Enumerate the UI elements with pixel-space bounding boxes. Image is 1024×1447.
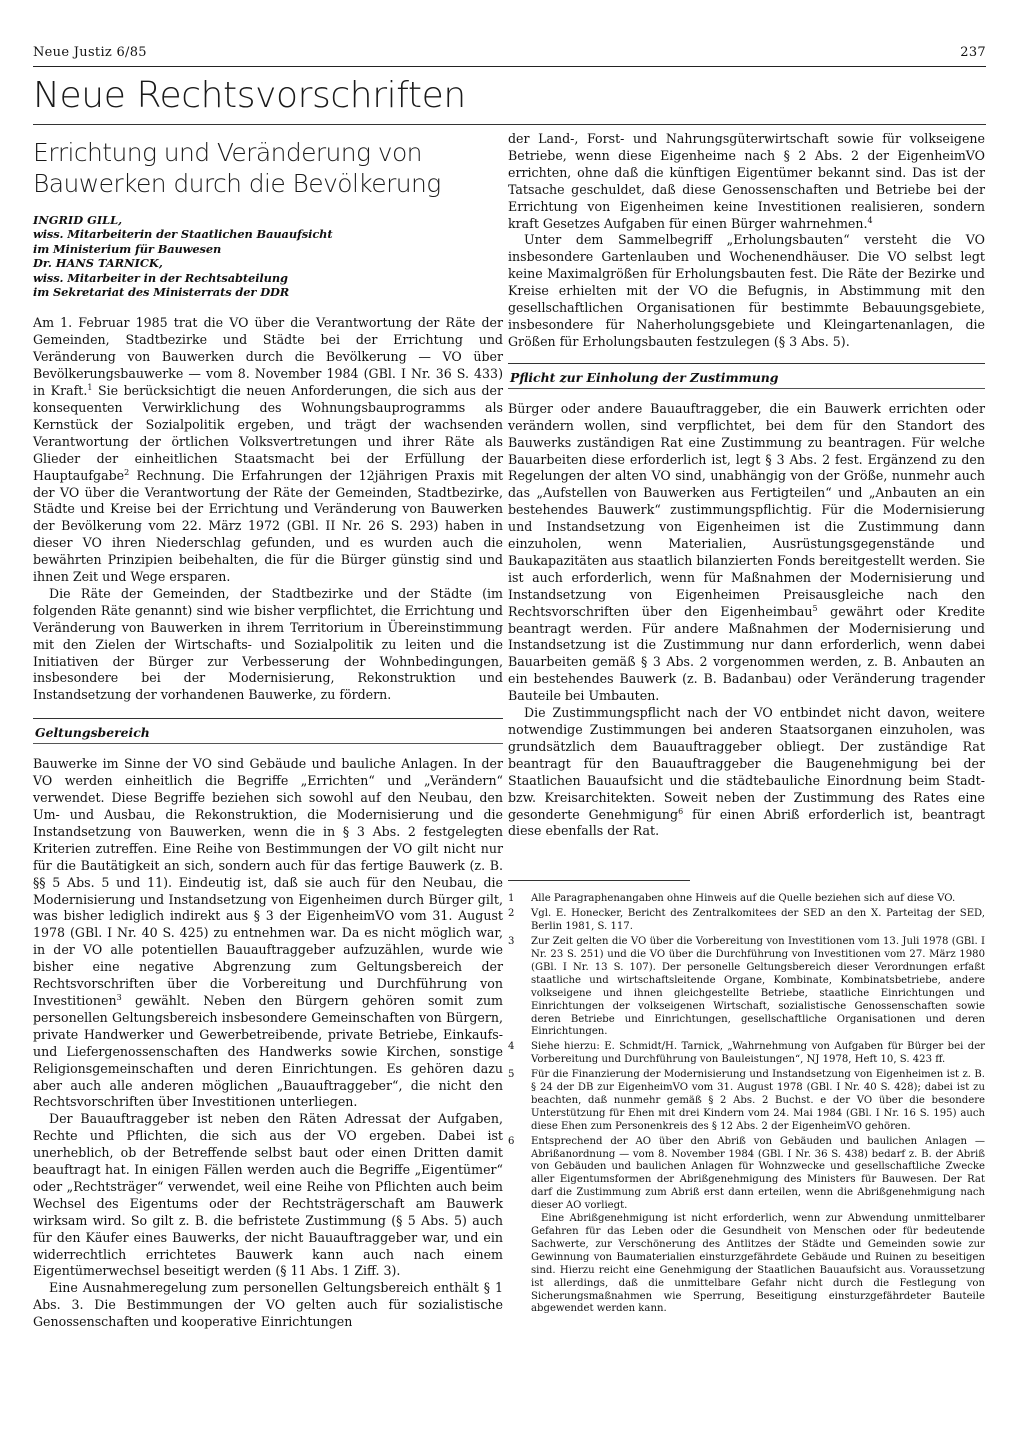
footnote-ref[interactable]: 2 [124, 467, 130, 477]
footnote [508, 936, 985, 1039]
footnote-continuation: Eine Abrißgenehmigung ist nicht erforderlich, wenn zur Abwendung unmittelbarer Gefahren für das Leben oder die Gesundheit von Menschen oder für bedeutende Sachwerte, zur Verschönerung des Antlitzes der Städte und Gemeinden sowie zur Gewinnung von Baumaterialien einsturzgefährdete Gebäude und Ruinen zu beseitigen sind. Hierzu reicht eine Genehmigung der Staatlichen Bauaufsicht aus. Voraussetzung ist allerdings, daß die unmittelbare Gefahr nicht durch die Festlegung von Sicherungsmaßnahmen wie Sperrung, Beseitigung einsturzgefährdeter Bauteile abgewendet werden kann. [531, 1213, 985, 1315]
footnote-number: 1 [508, 893, 515, 905]
author-block [33, 213, 503, 299]
section-title: Neue Rechtsvorschriften [33, 75, 466, 116]
author-affiliation: im Ministerium für Bauwesen [33, 241, 222, 256]
footnote-ref[interactable]: 5 [812, 603, 818, 613]
footnote-number: 5 [508, 1069, 515, 1081]
subheading-zustimmung: Pflicht zur Einholung der Zustimmung [508, 363, 985, 389]
right-column [508, 131, 985, 1318]
footnote-text: Siehe hierzu: E. Schmidt/H. Tarnick, „Wahrnehmung von Aufgaben für Bürger bei der Vorbereitung und Durchführung von Bauleistungen“, NJ 1978, Heft 10, S. 423 ff. [531, 1041, 985, 1066]
body-paragraph: Unter dem Sammelbegriff „Erholungsbauten“ versteht die VO insbesondere Gartenlauben und Wochenendhäuser. Die VO selbst legt keine Maximalgrößen für Erholungsbauten fest. Die Räte der Bezirke und Kreise erhielten mit der VO die Befugnis, in Abstimmung mit den gesellschaftlichen Organisationen für bestimmte Bebauungsgebiete, insbesondere für Naherholungsgebiete und Kleingartenanlagen, die Größen für Erholungsbauten festzulegen (§ 3 Abs. 5). [508, 232, 985, 349]
footnote [508, 1041, 985, 1067]
footnote-ref[interactable]: 1 [87, 382, 93, 392]
author-affiliation: wiss. Mitarbeiter in der Rechtsabteilung [33, 270, 288, 285]
body-paragraph: Die Räte der Gemeinden, der Stadtbezirke und der Städte (im folgenden Räte genannt) sind wie bisher verpflichtet, die Errichtung und Veränderung von Bauwerken in ihrem Territorium in Übereinstimmung mit den Zielen der Wirtschafts- und Sozialpolitik zu leiten und die Initiativen der Bürger zur Verbesserung der Wohnbedingungen, insbesondere bei der Modernisierung, Rekonstruktion und Instandsetzung der vorhandenen Bauwerke, zu fördern. [33, 585, 503, 703]
footnote [508, 893, 985, 906]
body-paragraph: der Land-, Forst- und Nahrungsgüterwirtschaft sowie für volkseigene Betriebe, wenn diese Eigenheime nach § 2 Abs. 2 der EigenheimVO errichten, ohne daß die künftigen Eigentümer bekannt sind. Das ist der Tatsache geschuldet, daß diese Genossenschaften und Betriebe bei der Errichtung von Eigenheimen keine Investitionen realisieren, sondern kraft Gesetzes Aufgaben für einen Bürger wahrnehmen.$^4$ [508, 131, 985, 231]
footnote-number: 2 [508, 908, 515, 920]
footnote-ref[interactable]: 3 [116, 992, 122, 1002]
body-paragraph: Bauwerke im Sinne der VO sind Gebäude und bauliche Anlagen. In der VO werden einheitlich die Begriffe „Errichten“ und „Verändern“ verwendet. Diese Begriffe beziehen sich sowohl auf den Neubau, den Um- und Ausbau, die Rekonstruktion, die Modernisierung und die Instandsetzung von Bauwerken, wenn die in § 3 Abs. 2 festgelegten Kriterien zutreffen. Eine Reihe von Bestimmungen der VO gilt nicht nur für die Bautätigkeit an sich, sondern auch für das fertige Bauwerk (z. B. §§ 5 Abs. 5 und 11). Eindeutig ist, daß sie auch für den Neubau, die Modernisierung und Instandsetzung von Eigenheimen durch Bürger gilt, was bisher lediglich indirekt aus § 3 der EigenheimVO vom 31. August 1978 (GBl. I Nr. 40 S. 425) zu entnehmen war. Da es nicht möglich war, in der VO alle potentiellen Bauauftraggeber aufzuzählen, wurde wie bisher eine negative Abgrenzung zum Geltungsbereich der Rechtsvorschriften über die Vorbereitung und Durchführung von Investitionen$^3$ gewählt. Neben den Bürgern gehören somit zum personellen Geltungsbereich insbesondere Gemeinschaften von Bürgern, private Handwerker und Gewerbetreibende, private Betriebe, Einkaufs- und Liefergenossenschaften des Handwerks sowie Kirchen, sonstige Religionsgemeinschaften und deren Einrichtungen. Es gehören dazu aber auch alle anderen möglichen „Bauauftraggeber“, die nicht den Rechtsvorschriften über Investitionen unterliegen. [33, 756, 503, 1110]
footnote [508, 1069, 985, 1134]
footnote-number: 3 [508, 936, 515, 948]
author-name: INGRID GILL, [33, 213, 123, 227]
footnote-text: Zur Zeit gelten die VO über die Vorbereitung von Investitionen vom 13. Juli 1978 (GBl. I Nr. 23 S. 251) und die VO über die Durchführung von Investitionen vom 27. März 1980 (GBl. I Nr. 13 S. 107). Der personelle Geltungsbereich dieser Verordnungen erfaßt staatliche und wirtschaftsleitende Organe, Kombinate, Kombinatsbetriebe, andere volkseigene und ihnen gleichgestellte Betriebe, staatliche Einrichtungen und Einrichtungen der volkseigenen Wirtschaft, sozialistische Genossenschaften sowie deren Betriebe und Einrichtungen, gesellschaftliche Organisationen und deren Einrichtungen. [531, 936, 985, 1038]
author-affiliation: wiss. Mitarbeiterin der Staatlichen Bauaufsicht [33, 227, 333, 242]
footnote-number: 6 [508, 1135, 515, 1147]
footnote [508, 1136, 985, 1317]
footnote-ref[interactable]: 6 [678, 806, 684, 816]
footnote-text: Alle Paragraphenangaben ohne Hinweis auf die Quelle beziehen sich auf diese VO. [531, 893, 956, 905]
left-column [33, 131, 503, 1331]
body-paragraph: Bürger oder andere Bauauftraggeber, die ein Bauwerk errichten oder verändern wollen, sind verpflichtet, bei dem für den Standort des Bauwerks zuständigen Rat eine Zustimmung zu beantragen. Für welche Bauarbeiten diese erforderlich ist, legt § 3 Abs. 2 fest. Ergänzend zu den Regelungen der alten VO sind, unabhängig von der Größe, nunmehr auch das „Aufstellen von Bauwerken aus Fertigteilen“ und „Anbauten an ein bestehendes Bauwerk“ zustimmungspflichtig. Für die Modernisierung und Instandsetzung von Eigenheimen ist die Zustimmung dann einzuholen, wenn Materialien, Ausrüstungsgegenstände und Baukapazitäten aus staatlich bilanzierten Fonds bereitgestellt werden. Sie ist auch erforderlich, wenn für Maßnahmen der Modernisierung und Instandsetzung von Eigenheimen Preisausgleiche nach den Rechtsvorschriften über den Eigenheimbau$^5$ gewährt oder Kredite beantragt werden. Für andere Maßnahmen der Modernisierung und Instandsetzung ist die Zustimmung nur dann erforderlich, wenn dabei Bauarbeiten gemäß § 3 Abs. 2 vorgenommen werden, z. B. Anbauten an ein bestehendes Bauwerk (z. B. Badanbau) oder Veränderung tragender Bauteile bei Umbauten. [508, 400, 985, 704]
body-paragraph: Die Zustimmungspflicht nach der VO entbindet nicht davon, weitere notwendige Zustimmungen bei anderen Staatsorganen einzuholen, was grundsätzlich dem Bauauftraggeber obliegt. Der zuständige Rat beantragt für den Bauauftraggeber die Baugenehmigung bei der Staatlichen Bauaufsicht und die städtebauliche Einordnung beim Stadt- bzw. Kreisarchitekten. Soweit neben der Zustimmung des Rates eine gesonderte Genehmigung$^6$ für einen Abriß erforderlich ist, beantragt diese ebenfalls der Rat. [508, 705, 985, 839]
article-title: Errichtung und Veränderung von Bauwerken durch die Bevölkerung [33, 138, 441, 198]
author-name: Dr. HANS TARNICK, [33, 256, 163, 271]
footnote-text: Für die Finanzierung der Modernisierung und Instandsetzung von Eigenheimen ist z. B. § 24 der DB zur EigenheimVO vom 31. August 1978 (GBl. I Nr. 40 S. 428); dabei ist zu beachten, daß nunmehr gemäß § 2 Abs. 2 Buchst. e der VO über die besondere Unterstützung für Ehen mit drei Kindern vom 24. Mai 1984 (GBl. I Nr. 16 S. 195) auch diese Ehen zum Personenkreis des § 12 Abs. 2 der EigenheimVO gehören. [531, 1069, 985, 1132]
body-paragraph: Eine Ausnahmeregelung zum personellen Geltungsbereich enthält § 1 Abs. 3. Die Bestimmungen der VO gelten auch für sozialistische Genossenschaften und kooperative Einrichtungen [33, 1280, 503, 1330]
section-rule [33, 124, 986, 125]
page-number: 237 [960, 45, 986, 60]
footnote-text: Vgl. E. Honecker, Bericht des Zentralkomitees der SED an den X. Parteitag der SED, Berlin 1981, S. 117. [531, 908, 985, 933]
footnote-number: 4 [508, 1041, 515, 1053]
footnote-rule [508, 880, 690, 881]
body-paragraph: Der Bauauftraggeber ist neben den Räten Adressat der Aufgaben, Rechte und Pflichten, die sich aus der VO ergeben. Dabei ist unerheblich, ob der Betreffende selbst baut oder einen Dritten damit beauftragt hat. In einigen Fällen werden auch die Begriffe „Eigentümer“ oder „Rechtsträger“ verwendet, weil eine Reihe von Pflichten auch beim Wechsel des Eigentums oder der Rechtsträgerschaft am Bauwerk wirksam wird. So gilt z. B. die befristete Zustimmung (§ 5 Abs. 5) auch für den Käufer eines Bauwerks, der nicht Bauauftraggeber war, und ein widerrechtlich errichtetes Bauwerk kann auch nach einem Eigentümerwechsel beseitigt werden (§ 11 Abs. 1 Ziff. 3). [33, 1111, 503, 1279]
body-paragraph: Am 1. Februar 1985 trat die VO über die Verantwortung der Räte der Gemeinden, Stadtbezirke und Städte bei der Errichtung und Veränderung von Bauwerken durch die Bevölkerung — VO über Bevölkerungsbauwerke — vom 8. November 1984 (GBl. I Nr. 36 S. 433) in Kraft.$^1$ Sie berücksichtigt die neuen Anforderungen, die sich aus der konsequenten Verwirklichung des Wohnungsbauprogramms als Kernstück der Sozialpolitik ergeben, und trägt der wachsenden Verantwortung der örtlichen Volksvertretungen und ihrer Räte als Glieder der einheitlichen Staatsmacht bei der Erfüllung der Hauptaufgabe$^2$ Rechnung. Die Erfahrungen der 12jährigen Praxis mit der VO über die Verantwortung der Räte der Gemeinden, Stadtbezirke, Städte und Kreise bei der Errichtung und Veränderung von Bauwerken der Bevölkerung vom 22. März 1972 (GBl. II Nr. 26 S. 293) haben in dieser VO ihren Niederschlag gefunden, und es wurden auch die bewährten Prinzipien beibehalten, die für die Bürger günstig sind und ihnen Zeit und Wege ersparen. [33, 315, 503, 585]
footnote-text: Entsprechend der AO über den Abriß von Gebäuden und baulichen Anlagen — Abrißanordnung — vom 8. November 1984 (GBl. I Nr. 36 S. 438) bedarf z. B. der Abriß von Gebäuden und baulichen Anlagen für Wohnzwecke und gesellschaftliche Zwecke aller Eigentumsformen der Abrißgenehmigung des Ministers für Bauwesen. Der Rat darf die Zustimmung zum Abriß erst dann erteilen, wenn die Abrißgenehmigung nach dieser AO vorliegt. Eine Abrißgenehmigung ist nicht erforderlich, wenn zur Abwendung unmittelbarer Gefahren für das Leben oder die Gesundheit von Menschen oder für bedeutende Sachwerte, zur Verschönerung des Antlitzes der Städte und Gemeinden sowie zur Gewinnung von Baumaterialien einsturzgefährdete Gebäude und Ruinen zu beseitigen sind. Hierzu reicht eine Genehmigung der Staatlichen Bauaufsicht aus. Voraussetzung ist allerdings, daß die unmittelbare Gefahr nicht durch die Festlegung von Sicherungsmaßnahmen wie Sperrung, Beseitigung einsturzgefährdeter Bauteile abgewendet werden kann. [531, 1135, 985, 1315]
header-rule [33, 66, 986, 67]
journal-issue: Neue Justiz 6/85 [33, 45, 147, 60]
footnote-ref[interactable]: 4 [867, 215, 873, 225]
subheading-geltungsbereich: Geltungsbereich [33, 718, 503, 744]
author-affiliation: im Sekretariat des Ministerrats der DDR [33, 285, 290, 300]
footnote [508, 908, 985, 934]
